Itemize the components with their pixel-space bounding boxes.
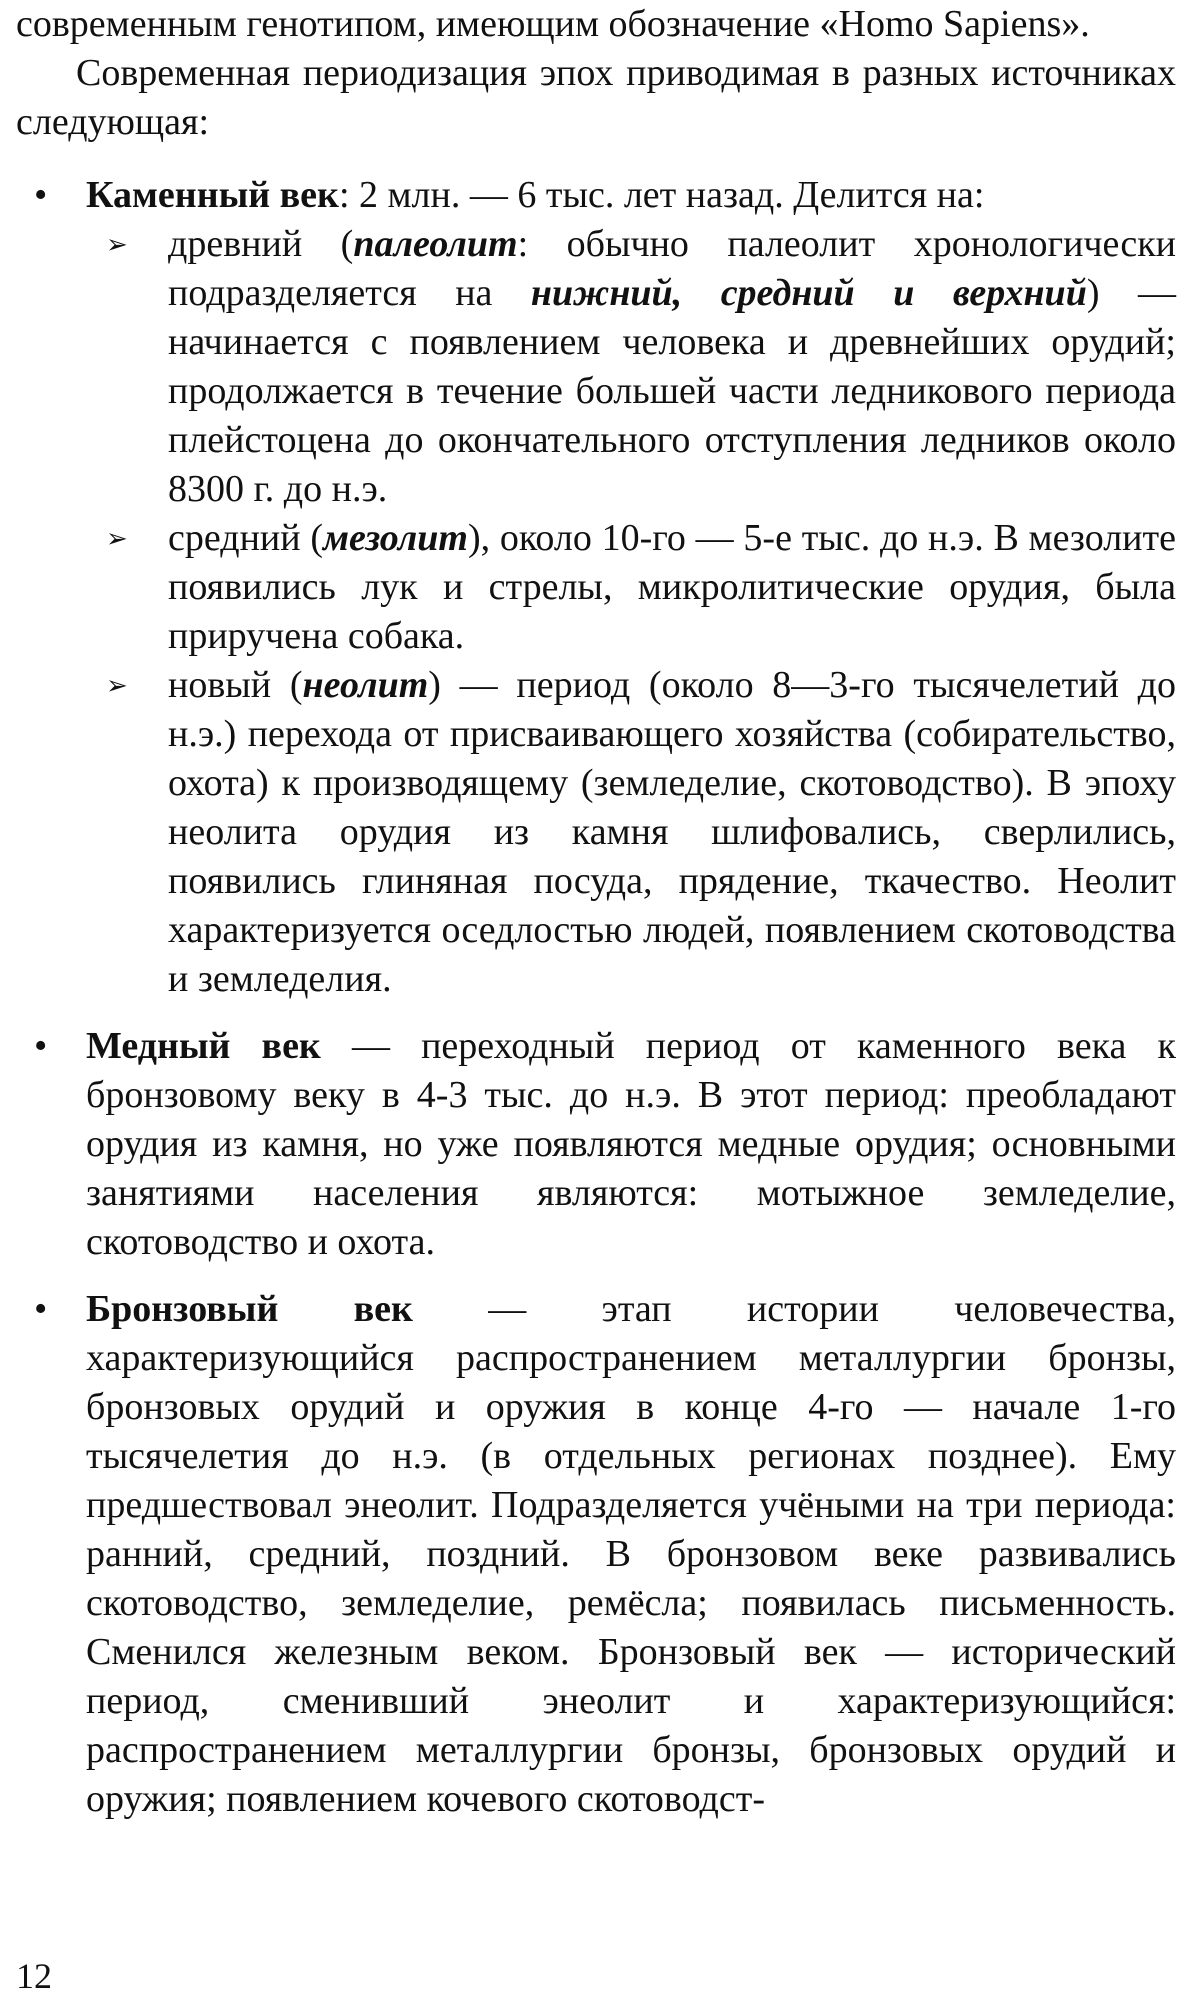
stone-age-sublist — [86, 220, 1176, 1004]
intro-paragraph: Современная периодизация эпох приводимая в разных источниках следующая: — [16, 52, 1176, 143]
list-item-stone-age — [16, 171, 1176, 1004]
term-bronze-age: Бронзовый век — [86, 1288, 413, 1330]
list-item-bronze-age — [16, 1285, 1176, 1824]
term-neolithic: неолит — [302, 664, 429, 706]
sub-item-mesolithic: ➢ средний (мезолит), около 10-го — 5-е тыс. до н.э. В мезолите появились лук и стрелы, микролитические орудия, была приручена собака. — [86, 514, 1176, 661]
term-copper-age: Медный век — [86, 1025, 321, 1067]
sub-item-neolithic: ➢ новый (неолит) — период (около 8—3-го тысячелетий до н.э.) перехода от присваивающего хозяйства (собирательство, охота) к производящему (земледелие, скотоводство). В эпоху неолита орудия из камня шлифовались, сверлились, появились глиняная посуда, прядение, ткачество. Неолит характеризуется оседлостью людей, появлением скотоводства и земледелия. — [86, 661, 1176, 1004]
item-text: — переходный период от каменного века к бронзовому веку в 4-3 тыс. до н.э. В этот период: преобладают орудия из камня, но уже появляются медные орудия; основными занятиями населения являются: мотыжное земледелие, скотоводство и охота. — [86, 1025, 1176, 1263]
item-text: : 2 млн. — 6 тыс. лет назад. Делится на: — [338, 174, 985, 216]
term-subdivisions: нижний, средний и верхний — [530, 272, 1087, 314]
intro-continuation: современным генотипом, имеющим обозначение «Homo Sapiens». — [16, 3, 1090, 45]
page-number: 12 — [16, 1956, 52, 1996]
item-text: — этап истории человечества, характеризующийся распространением металлургии бронзы, бронзовых орудий и оружия в конце 4-го — начале 1-го тысячелетия до н.э. (в отдельных регионах позднее). Ему предшествовал энеолит. Подразделяется учёными на три периода: ранний, средний, поздний. В бронзовом веке развивались скотоводство, земледелие, ремёсла; появилась письменность. Сменился железным веком. Бронзовый век — исторический период, сменивший энеолит и характеризующийся: распространением металлургии бронзы, бронзовых орудий и оружия; появлением кочевого скотоводст- — [86, 1288, 1176, 1820]
page-content — [16, 0, 1176, 1824]
list-item-copper-age — [16, 1022, 1176, 1267]
term-paleolithic: палеолит — [353, 223, 518, 265]
term-stone-age: Каменный век — [86, 174, 339, 216]
term-mesolithic: мезолит — [322, 517, 468, 559]
epoch-list — [16, 171, 1176, 1824]
sub-item-paleolithic: ➢ древний (палеолит: обычно палеолит хронологически подразделяется на нижний, средний и верхний) — начинается с появлением человека и древнейших орудий; продолжается в течение большей части ледникового периода плейстоцена до окончательного отступления ледников около 8300 г. до н.э. — [86, 220, 1176, 514]
